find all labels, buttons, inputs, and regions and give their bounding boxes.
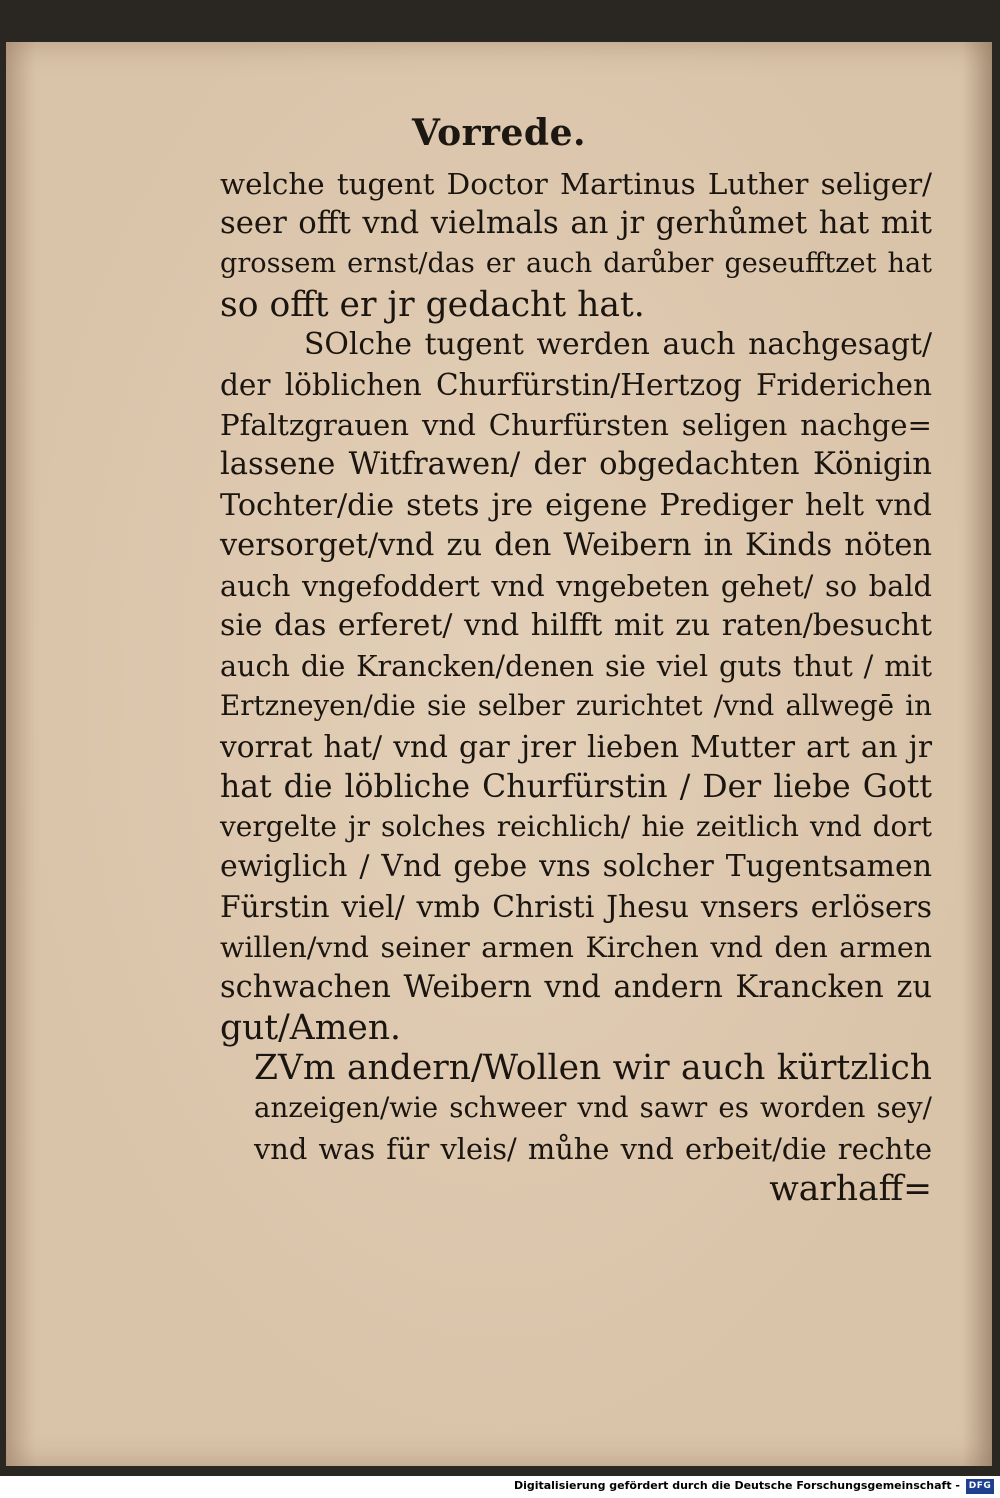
book-page [6, 42, 992, 1466]
text-line: versorget/vnd zu den Weibern in Kinds nöten [220, 527, 932, 563]
text-line: lassene Witfrawen/ der obgedachten Königin [220, 447, 932, 483]
text-line: anzeigen/wie schweer vnd sawr es worden sey/ [254, 1091, 932, 1125]
text-line: SOlche tugent werden auch nachgesagt/ [304, 326, 932, 362]
text-line: grossem ernst/das er auch darůber geseufftzet hat [220, 248, 932, 280]
text-line: Ertzneyen/die sie selber zurichtet /vnd allwegē in [220, 689, 932, 723]
page-body [220, 164, 932, 1209]
text-line: auch die Krancken/denen sie viel guts thut / mit [220, 649, 932, 684]
text-line: ZVm andern/Wollen wir auch kürtzlich [254, 1048, 932, 1089]
funding-credit: Digitalisierung gefördert durch die Deutsche Forschungsgemeinschaft - [513, 1479, 960, 1492]
text-line: so offt er jr gedacht hat. [220, 284, 645, 325]
text-line: Fürstin viel/ vmb Christi Jhesu vnsers erlösers [220, 889, 932, 925]
dfg-logo: DFG [966, 1479, 994, 1494]
text-line: der löblichen Churfürstin/Hertzog Friderichen [220, 367, 932, 402]
text-line: schwachen Weibern vnd andern Krancken zu [220, 969, 932, 1005]
text-line: willen/vnd seiner armen Kirchen vnd den armen [220, 930, 932, 964]
text-line: Tochter/die stets jre eigene Prediger helt vnd [220, 487, 932, 523]
text-line: gut/Amen. [220, 1007, 402, 1048]
text-line: ewiglich / Vnd gebe vns solcher Tugentsamen [220, 849, 932, 885]
text-line: sie das erferet/ vnd hilfft mit zu raten/besucht [220, 608, 932, 644]
text-line: auch vngefoddert vnd vngebeten gehet/ so bald [220, 568, 932, 603]
catchword: warhaff= [769, 1168, 932, 1209]
page-header: Vorrede. [411, 112, 587, 154]
text-line: Pfaltzgrauen vnd Churfürsten seligen nachge= [220, 408, 932, 443]
text-line: vergelte jr solches reichlich/ hie zeitlich vnd dort [220, 810, 932, 843]
text-line: seer offt vnd vielmals an jr gerhůmet hat mit [220, 206, 932, 242]
footer-bar [0, 1476, 1000, 1498]
text-line: vnd was für vleis/ můhe vnd erbeit/die rechte [254, 1131, 932, 1166]
text-line: vorrat hat/ vnd gar jrer lieben Mutter art an jr [220, 728, 932, 764]
text-line: hat die löbliche Churfürstin / Der liebe Gott [220, 768, 932, 805]
text-line: welche tugent Doctor Martinus Luther seliger/ [220, 167, 932, 201]
